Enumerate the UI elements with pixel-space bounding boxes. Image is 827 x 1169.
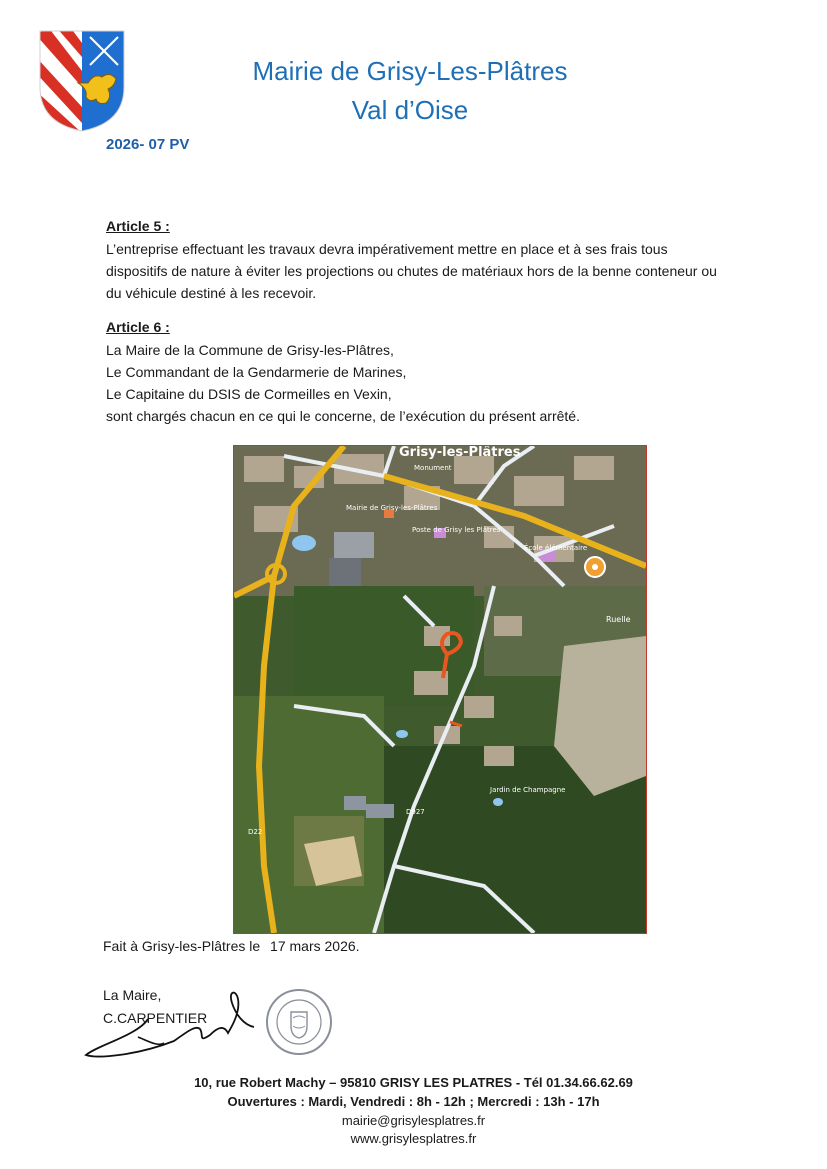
map-label-champagne: Jardin de Champagne [490,786,566,794]
article-6-heading: Article 6 : [106,319,170,335]
footer-email: mairie@grisylesplatres.fr [341,1113,486,1128]
footer-address: 10, rue Robert Machy – 95810 GRISY LES PLATRES - Tél 01.34.66.62.69 [194,1075,633,1090]
map-label-mairie: Mairie de Grisy-les-Plâtres [346,504,438,512]
map-town-label: Grisy-les-Plâtres [399,446,521,460]
article-5-heading: Article 5 : [106,218,170,234]
official-stamp-seal [265,988,333,1056]
map-label-poste: Poste de Grisy les Plâtres [412,526,501,534]
signatory-name: C.CARPENTIER [103,1010,208,1026]
aerial-map [233,445,647,934]
coat-of-arms-logo [36,27,128,133]
place-text: Fait à Grisy-les-Plâtres le [103,938,261,954]
article-6-line: Le Capitaine du DSIS de Cormeilles en Vexin, [106,386,392,402]
page-title: Mairie de Grisy-Les-Plâtres [252,56,568,86]
map-label-ecole: École élémentaire [524,544,588,552]
footer-opening-hours: Ouvertures : Mardi, Vendredi : 8h - 12h ; Mercredi : 13h - 17h [227,1094,600,1109]
footer-website: www.grisylesplatres.fr [350,1131,477,1146]
signatory-role: La Maire, [103,987,162,1003]
article-6-line: La Maire de la Commune de Grisy-les-Plâtres, [106,342,394,358]
map-label-road-d22: D22 [248,828,263,836]
article-6-text [106,339,726,427]
signature-date: 17 mars 2026. [270,938,360,954]
place-and-date [103,938,360,954]
article-6-line: Le Commandant de la Gendarmerie de Marines, [106,364,407,380]
map-label-monument: Monument [414,464,452,472]
map-label-road-d927: D927 [406,808,425,816]
handwritten-signature [78,985,258,1065]
page-subtitle: Val d’Oise [351,95,469,125]
article-6-line: sont chargés chacun en ce qui le concerne, de l’exécution du présent arrêté. [106,408,580,424]
document-reference: 2026- 07 PV [106,136,190,153]
article-5-text: L’entreprise effectuant les travaux devra impérativement mettre en place et à ses frais tous dispositifs de nature à éviter les projections ou chutes de matériaux hors de la benne conteneur ou du véhicule destiné à les recevoir. [106,241,717,301]
map-label-ruelle: Ruelle [606,615,631,624]
